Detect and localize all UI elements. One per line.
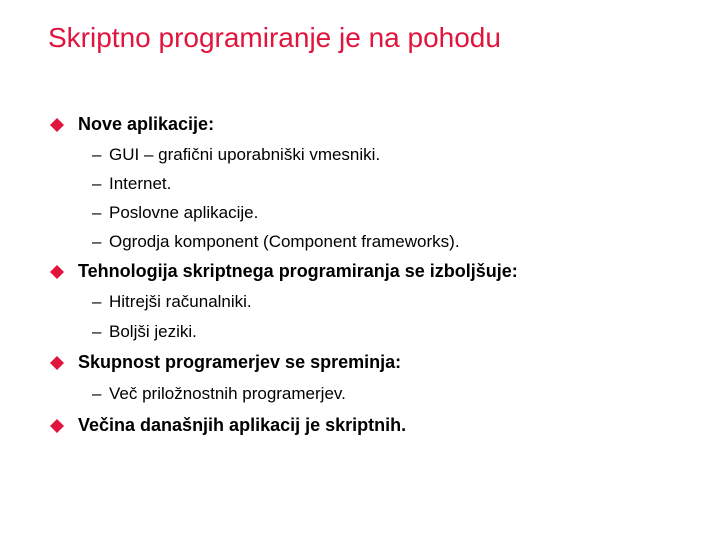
- diamond-bullet-icon: [50, 419, 64, 433]
- dash-marker: –: [92, 145, 102, 164]
- bullet-item-1: Nove aplikacije:: [78, 114, 215, 134]
- diamond-bullet-icon: [50, 118, 64, 132]
- sub-item-text: GUI – grafični uporabniški vmesniki.: [109, 145, 381, 164]
- dash-marker: –: [92, 174, 102, 193]
- sub-item-text: Več priložnostnih programerjev.: [109, 384, 346, 403]
- dash-marker: –: [92, 232, 102, 251]
- sub-item: [92, 201, 258, 225]
- slide-title: Skriptno programiranje je na pohodu: [48, 22, 501, 53]
- sub-item: [92, 382, 346, 406]
- bullet-item-2: Tehnologija skriptnega programiranja se izboljšuje:: [78, 261, 518, 281]
- sub-item-text: Hitrejši računalniki.: [109, 292, 252, 311]
- sub-item-text: Boljši jeziki.: [109, 322, 197, 341]
- diamond-bullet-icon: [50, 356, 64, 370]
- diamond-bullet-icon: [50, 265, 64, 279]
- dash-marker: –: [92, 292, 102, 311]
- dash-marker: –: [92, 203, 102, 222]
- sub-item: [92, 320, 197, 344]
- sub-item: [92, 143, 380, 167]
- sub-item-text: Poslovne aplikacije.: [109, 203, 259, 222]
- sub-item: [92, 172, 171, 196]
- sub-item: [92, 230, 460, 254]
- sub-item: [92, 290, 252, 314]
- bullet-item-4: Večina današnjih aplikacij je skriptnih.: [78, 415, 407, 435]
- dash-marker: –: [92, 322, 102, 341]
- dash-marker: –: [92, 384, 102, 403]
- sub-item-text: Internet.: [109, 174, 172, 193]
- bullet-item-3: Skupnost programerjev se spreminja:: [78, 352, 402, 372]
- sub-item-text: Ogrodja komponent (Component frameworks).: [109, 232, 460, 251]
